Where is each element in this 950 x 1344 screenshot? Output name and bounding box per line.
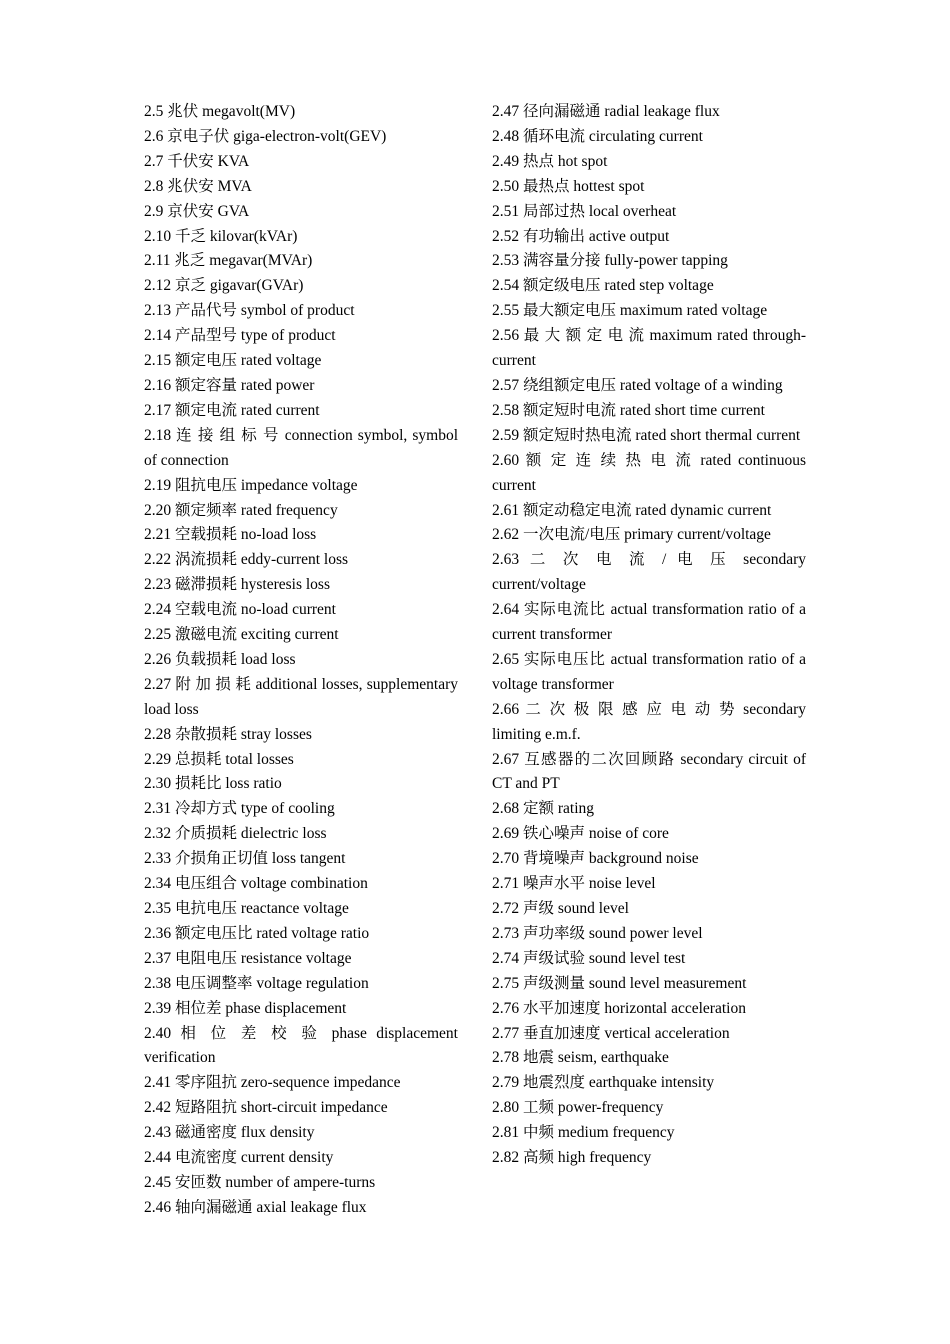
term-entry: 2.12 京乏 gigavar(GVAr) bbox=[144, 277, 304, 295]
term-entry: 2.72 声级 sound level bbox=[492, 900, 629, 917]
term-entry: 2.11 兆乏 megavar(MVAr) bbox=[144, 252, 313, 270]
term-entry: 2.63 二 次 电 流 / 电 压 secondary current/voltage bbox=[492, 551, 806, 594]
term-entry: 2.29 总损耗 total losses bbox=[144, 750, 294, 768]
term-entry: 2.64 实际电流比 actual transformation ratio of a current transformer bbox=[492, 601, 806, 644]
term-entry: 2.82 高频 high frequency bbox=[492, 1149, 652, 1167]
term-entry: 2.45 安匝数 number of ampere-turns bbox=[144, 1173, 376, 1191]
term-entry: 2.50 最热点 hottest spot bbox=[492, 177, 645, 195]
term-entry: 2.65 实际电压比 actual transformation ratio of a voltage transformer bbox=[492, 650, 806, 693]
term-entry: 2.5 兆伏 megavolt(MV) bbox=[144, 103, 296, 120]
term-entry: 2.71 噪声水平 noise level bbox=[492, 875, 656, 893]
term-entry: 2.32 介质损耗 dielectric loss bbox=[144, 825, 327, 843]
term-entry: 2.81 中频 medium frequency bbox=[492, 1124, 675, 1142]
term-entry: 2.34 电压组合 voltage combination bbox=[144, 875, 368, 893]
term-entry: 2.16 额定容量 rated power bbox=[144, 376, 315, 394]
term-entry: 2.75 声级测量 sound level measurement bbox=[492, 974, 747, 992]
term-entry: 2.14 产品型号 type of product bbox=[144, 327, 336, 345]
term-entry: 2.36 额定电压比 rated voltage ratio bbox=[144, 924, 370, 942]
term-entry: 2.6 京电子伏 giga-electron-volt(GEV) bbox=[144, 127, 387, 145]
term-entry: 2.30 损耗比 loss ratio bbox=[144, 775, 282, 793]
term-entry: 2.24 空载电流 no-load current bbox=[144, 601, 336, 619]
term-entry: 2.23 磁滞损耗 hysteresis loss bbox=[144, 576, 331, 594]
term-entry: 2.20 额定频率 rated frequency bbox=[144, 501, 338, 519]
term-entry: 2.46 轴向漏磁通 axial leakage flux bbox=[144, 1198, 367, 1216]
term-entry: 2.47 径向漏磁通 radial leakage flux bbox=[492, 103, 720, 120]
term-entry: 2.7 千伏安 KVA bbox=[144, 152, 250, 170]
term-entry: 2.55 最大额定电压 maximum rated voltage bbox=[492, 302, 768, 320]
term-entry: 2.67 互感器的二次回顾路 secondary circuit of CT and PT bbox=[492, 750, 806, 793]
term-entry: 2.9 京伏安 GVA bbox=[144, 202, 250, 220]
term-entry: 2.22 涡流损耗 eddy-current loss bbox=[144, 551, 349, 569]
term-entry: 2.33 介损角正切值 loss tangent bbox=[144, 850, 346, 868]
term-entry: 2.28 杂散损耗 stray losses bbox=[144, 725, 312, 743]
term-entry: 2.78 地震 seism, earthquake bbox=[492, 1049, 669, 1067]
term-entry: 2.57 绕组额定电压 rated voltage of a winding bbox=[492, 376, 783, 394]
right-term-column bbox=[492, 100, 806, 1171]
term-entry: 2.39 相位差 phase displacement bbox=[144, 999, 347, 1017]
term-entry: 2.37 电阻电压 resistance voltage bbox=[144, 949, 352, 967]
term-entry: 2.56 最 大 额 定 电 流 maximum rated through-current bbox=[492, 327, 806, 370]
term-entry: 2.80 工频 power-frequency bbox=[492, 1099, 664, 1117]
term-entry: 2.53 满容量分接 fully-power tapping bbox=[492, 252, 728, 270]
term-entry: 2.58 额定短时电流 rated short time current bbox=[492, 401, 765, 419]
term-entry: 2.19 阻抗电压 impedance voltage bbox=[144, 476, 358, 494]
term-entry: 2.21 空载损耗 no-load loss bbox=[144, 526, 317, 544]
term-entry: 2.61 额定动稳定电流 rated dynamic current bbox=[492, 501, 772, 519]
term-entry: 2.18 连 接 组 标 号 connection symbol, symbol of connection bbox=[144, 426, 458, 469]
left-term-column bbox=[144, 100, 458, 1221]
term-entry: 2.73 声功率级 sound power level bbox=[492, 924, 703, 942]
term-entry: 2.76 水平加速度 horizontal acceleration bbox=[492, 999, 746, 1017]
term-entry: 2.48 循环电流 circulating current bbox=[492, 127, 703, 145]
term-entry: 2.60 额 定 连 续 热 电 流 rated continuous current bbox=[492, 451, 806, 494]
term-entry: 2.68 定额 rating bbox=[492, 800, 595, 818]
term-entry: 2.66 二 次 极 限 感 应 电 动 势 secondary limiting e.m.f. bbox=[492, 700, 806, 743]
term-entry: 2.52 有功输出 active output bbox=[492, 227, 670, 245]
term-entry: 2.13 产品代号 symbol of product bbox=[144, 302, 355, 320]
term-entry: 2.69 铁心噪声 noise of core bbox=[492, 825, 669, 843]
term-entry: 2.40 相 位 差 校 验 phase displacement verification bbox=[144, 1024, 458, 1067]
term-entry: 2.74 声级试验 sound level test bbox=[492, 949, 686, 967]
term-entry: 2.17 额定电流 rated current bbox=[144, 401, 320, 419]
term-entry: 2.41 零序阻抗 zero-sequence impedance bbox=[144, 1074, 401, 1092]
term-entry: 2.26 负载损耗 load loss bbox=[144, 650, 296, 668]
term-entry: 2.79 地震烈度 earthquake intensity bbox=[492, 1074, 715, 1092]
term-entry: 2.38 电压调整率 voltage regulation bbox=[144, 974, 369, 992]
term-entry: 2.25 激磁电流 exciting current bbox=[144, 626, 339, 644]
term-entry: 2.59 额定短时热电流 rated short thermal current bbox=[492, 426, 801, 444]
term-entry: 2.49 热点 hot spot bbox=[492, 152, 608, 170]
term-entry: 2.10 千乏 kilovar(kVAr) bbox=[144, 227, 298, 245]
term-entry: 2.51 局部过热 local overheat bbox=[492, 202, 677, 220]
term-entry: 2.43 磁通密度 flux density bbox=[144, 1124, 315, 1142]
term-entry: 2.42 短路阻抗 short-circuit impedance bbox=[144, 1099, 388, 1117]
term-entry: 2.54 额定级电压 rated step voltage bbox=[492, 277, 714, 295]
term-entry: 2.35 电抗电压 reactance voltage bbox=[144, 900, 349, 917]
term-entry: 2.77 垂直加速度 vertical acceleration bbox=[492, 1024, 730, 1042]
term-entry: 2.44 电流密度 current density bbox=[144, 1149, 334, 1167]
term-entry: 2.70 背境噪声 background noise bbox=[492, 850, 699, 868]
term-entry: 2.62 一次电流/电压 primary current/voltage bbox=[492, 526, 771, 544]
term-entry: 2.15 额定电压 rated voltage bbox=[144, 352, 322, 370]
term-entry: 2.27 附 加 损 耗 additional losses, supplementary load loss bbox=[144, 675, 458, 718]
term-entry: 2.8 兆伏安 MVA bbox=[144, 177, 252, 195]
term-entry: 2.31 冷却方式 type of cooling bbox=[144, 800, 335, 818]
